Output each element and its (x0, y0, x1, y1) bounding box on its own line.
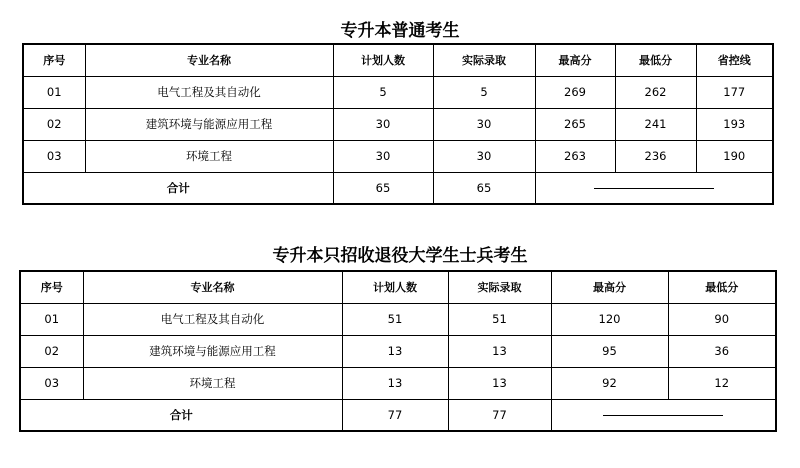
table-title-regular: 专升本普通考生 (340, 21, 460, 41)
table-cell: 环境工程 (85, 140, 333, 172)
table-cell: 13 (448, 335, 551, 367)
total-actual: 77 (448, 399, 551, 431)
table-cell: 177 (696, 76, 773, 108)
total-actual: 65 (433, 172, 535, 204)
total-plan: 77 (342, 399, 448, 431)
table-cell: 51 (448, 303, 551, 335)
table-cell: 30 (333, 108, 433, 140)
total-label: 合计 (23, 172, 333, 204)
table-cell: 01 (23, 76, 85, 108)
table-cell: 01 (20, 303, 83, 335)
table-cell: 13 (342, 367, 448, 399)
table-cell: 5 (433, 76, 535, 108)
table-cell: 90 (668, 303, 776, 335)
table-cell: 02 (20, 335, 83, 367)
table-cell: 环境工程 (83, 367, 342, 399)
table-cell: 236 (615, 140, 696, 172)
veteran-admission-table (19, 270, 777, 432)
regular-admission-table (22, 43, 774, 205)
table-cell: 电气工程及其自动化 (83, 303, 342, 335)
table-cell: 190 (696, 140, 773, 172)
table-row (20, 335, 776, 367)
header-cell: 实际录取 (448, 271, 551, 303)
total-placeholder (551, 399, 776, 431)
table-row (23, 140, 773, 172)
total-label: 合计 (20, 399, 342, 431)
total-row (23, 172, 773, 204)
table-cell: 95 (551, 335, 668, 367)
table-cell: 193 (696, 108, 773, 140)
table-row (23, 108, 773, 140)
table-header-row (20, 271, 776, 303)
table-cell: 13 (448, 367, 551, 399)
table-title-veteran: 专升本只招收退役大学生士兵考生 (272, 246, 528, 266)
table-cell: 262 (615, 76, 696, 108)
total-placeholder (535, 172, 773, 204)
header-cell: 专业名称 (83, 271, 342, 303)
table-cell: 269 (535, 76, 615, 108)
table-cell: 263 (535, 140, 615, 172)
header-cell: 省控线 (696, 44, 773, 76)
table-header-row (23, 44, 773, 76)
table-row (20, 367, 776, 399)
header-cell: 专业名称 (85, 44, 333, 76)
header-cell: 序号 (20, 271, 83, 303)
header-cell: 计划人数 (342, 271, 448, 303)
table-cell: 241 (615, 108, 696, 140)
header-cell: 序号 (23, 44, 85, 76)
table-cell: 03 (23, 140, 85, 172)
total-plan: 65 (333, 172, 433, 204)
table-cell: 30 (433, 108, 535, 140)
header-cell: 最高分 (551, 271, 668, 303)
total-row (20, 399, 776, 431)
table-cell: 建筑环境与能源应用工程 (85, 108, 333, 140)
header-cell: 最低分 (668, 271, 776, 303)
header-cell: 计划人数 (333, 44, 433, 76)
table-cell: 120 (551, 303, 668, 335)
header-cell: 最高分 (535, 44, 615, 76)
table-cell: 265 (535, 108, 615, 140)
table-cell: 30 (433, 140, 535, 172)
table-cell: 03 (20, 367, 83, 399)
table-cell: 02 (23, 108, 85, 140)
table-cell: 13 (342, 335, 448, 367)
table-cell: 30 (333, 140, 433, 172)
table-row (23, 76, 773, 108)
dash-divider (594, 188, 714, 189)
table-cell: 电气工程及其自动化 (85, 76, 333, 108)
dash-divider (603, 415, 723, 416)
table-cell: 36 (668, 335, 776, 367)
header-cell: 实际录取 (433, 44, 535, 76)
table-cell: 51 (342, 303, 448, 335)
table-cell: 5 (333, 76, 433, 108)
header-cell: 最低分 (615, 44, 696, 76)
table-cell: 建筑环境与能源应用工程 (83, 335, 342, 367)
table-cell: 92 (551, 367, 668, 399)
table-row (20, 303, 776, 335)
table-cell: 12 (668, 367, 776, 399)
